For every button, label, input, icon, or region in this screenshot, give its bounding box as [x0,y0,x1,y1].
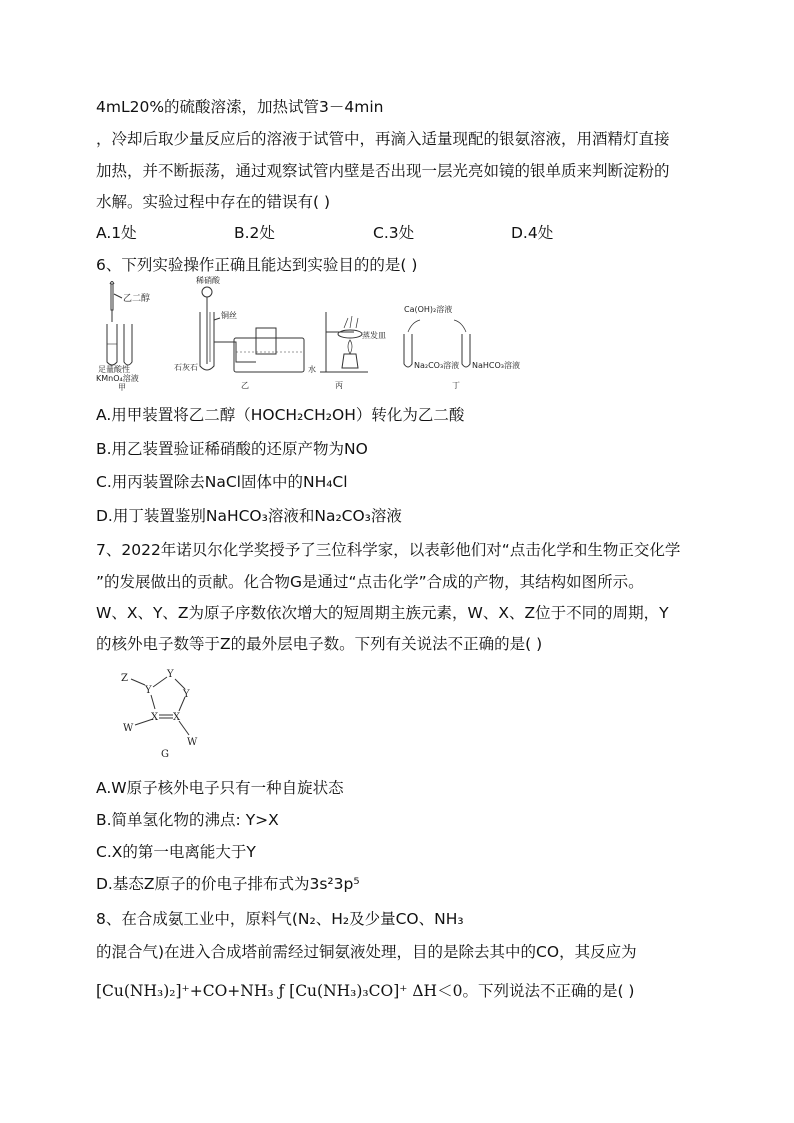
q6-apparatus-figure [96,276,526,392]
test-tube-icon [404,334,412,367]
q6-stem: 6、下列实验操作正确且能达到实验目的的是( ) [96,256,418,274]
q6-option-d: D.用丁装置鉴别NaHCO₃溶液和Na₂CO₃溶液 [96,507,402,525]
ding-caption: 丁 [452,381,460,390]
apparatus-ding [404,320,470,367]
apparatus-bing [320,312,368,372]
q8-line-2: 的混合气)在进入合成塔前需经过铜氨液处理，目的是除去其中的CO，其反应为 [96,943,637,961]
q5-line-3: 加热，并不断振荡，通过观察试管内壁是否出现一层光亮如镜的银单质来判断淀粉的 [96,162,670,180]
q7-line-3: W、X、Y、Z为原子序数依次增大的短周期主族元素，W、X、Z位于不同的周期，Y [96,604,669,622]
q7-structure-figure [115,665,215,765]
bond-y-y [153,677,167,687]
q6-option-b: B.用乙装置验证稀硝酸的还原产物为NO [96,440,368,458]
atom-x: X [173,712,181,723]
yi-caption: 乙 [241,381,249,390]
q6-option-c: C.用丙装置除去NaCl固体中的NH₄Cl [96,473,348,491]
ding-right: NaHCO₃溶液 [472,361,520,370]
bing-caption: 丙 [335,381,343,390]
atom-y: Y [167,669,174,680]
ding-top: Ca(OH)₂溶液 [404,305,453,314]
yi-acid: 稀硝酸 [196,276,220,285]
bond-x-w [179,721,189,735]
atom-y: Y [183,689,190,700]
q7-option-b: B.简单氢化物的沸点: Y>X [96,811,279,829]
q7-option-c: C.X的第一电离能大于Y [96,843,256,861]
yi-water: 水 [308,365,316,374]
q8-line-1: 8、在合成氨工业中，原料气(N₂、H₂及少量CO、NH₃ [96,910,464,928]
q6-option-a: A.用甲装置将乙二醇（HOCH₂CH₂OH）转化为乙二酸 [96,406,465,424]
yi-solid: 石灰石 [174,363,198,372]
bond-z-y [131,679,145,685]
jia-reagent-bottom-1: 足量酸性 [98,365,130,374]
q8-equation-line [96,980,634,1002]
q8-equation: [Cu(NH₃)₂]⁺+CO+NH₃ ƒ [Cu(NH₃)₃CO]⁺ ΔH＜0 [96,982,463,1000]
q5-line-2: ，冷却后取少量反应后的溶液于试管中，再滴入适量现配的银氨溶液，用酒精灯直接 [96,130,670,148]
ding-left: Na₂CO₃溶液 [414,361,460,370]
q8-tail: 。下列说法不正确的是( ) [462,982,635,1000]
q7-option-a: A.W原子核外电子只有一种自旋状态 [96,779,344,797]
bond-y-x [151,695,155,709]
funnel-bulb-icon [202,287,212,297]
evaporating-dish-icon [338,330,362,338]
dropper-icon [110,282,114,311]
test-tube-icon [462,334,470,367]
test-tube-icon [124,324,132,365]
q7-line-2: ”的发展做出的贡献。化合物G是通过“点击化学”合成的产物，其结构如图所示。 [96,573,644,591]
atom-w: W [123,723,134,734]
collection-jar-icon [256,328,276,354]
jia-reagent-top: 乙二醇 [123,294,151,304]
q5-line-1: 4mL20%的硫酸溶溹，加热试管3－4min [96,98,384,116]
atom-w: W [187,737,198,748]
q7-line-4: 的核外电子数等于Z的最外层电子数。下列有关说法不正确的是( ) [96,635,543,653]
bing-dish: 蒸发皿 [362,331,386,340]
jia-reagent-bottom-2: KMnO₄溶液 [96,374,139,383]
jia-caption: 甲 [118,383,126,392]
q5-option-a: A.1处 [96,224,137,242]
apparatus-yi [200,287,304,372]
q7-line-1: 7、2022年诺贝尔化学奖授予了三位科学家，以表彰他们对“点击化学和生物正交化学 [96,541,681,559]
q5-line-4: 水解。实验过程中存在的错误有( ) [96,193,331,211]
q5-option-b: B.2处 [234,224,275,242]
atom-y: Y [145,685,152,696]
alcohol-lamp-icon [342,354,358,368]
atom-z: Z [121,673,128,684]
water-trough-icon [234,338,304,372]
test-tube-icon [107,324,117,365]
q5-option-c: C.3处 [373,224,415,242]
yi-wire: 铜丝 [221,311,237,320]
bond-y-y [175,679,185,689]
atom-x: X [151,712,159,723]
q5-option-d: D.4处 [511,224,554,242]
structure-label: G [161,749,169,760]
q7-option-d: D.基态Z原子的价电子排布式为3s²3p⁵ [96,875,360,893]
